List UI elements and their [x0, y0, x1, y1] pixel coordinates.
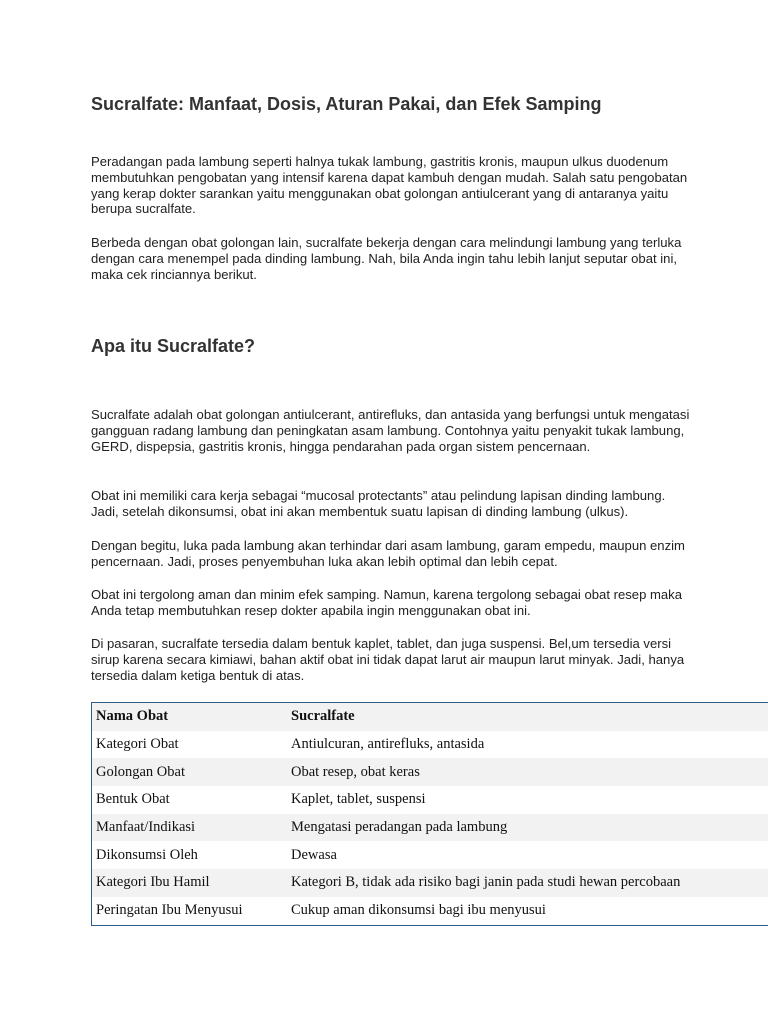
table-header-row	[92, 703, 768, 731]
table-cell-label: Golongan Obat	[92, 758, 288, 786]
table-header-value: Sucralfate	[287, 703, 768, 731]
section-heading: Apa itu Sucralfate?	[91, 336, 256, 356]
table-cell-value: Cukup aman dikonsumsi bagi ibu menyusui	[287, 897, 768, 925]
table-cell-value: Obat resep, obat keras	[287, 758, 768, 786]
section-paragraph-5: Di pasaran, sucralfate tersedia dalam bentuk kaplet, tablet, dan juga suspensi. Bel,um tersedia versi sirup karena secara kimiawi, bahan aktif obat ini tidak dapat larut air maupun larut minyak. Jadi, hanya tersedia dalam ketiga bentuk di atas.	[91, 636, 685, 683]
drug-info-table	[91, 702, 768, 926]
table-cell-value: Antiulcuran, antirefluks, antasida	[287, 731, 768, 759]
section-paragraph-1: Sucralfate adalah obat golongan antiulcerant, antirefluks, dan antasida yang berfungsi untuk mengatasi gangguan radang lambung dan peningkatan asam lambung. Contohnya yaitu penyakit tukak lambung, GERD, dispepsia, gastritis kronis, hingga pendarahan pada organ sistem pencernaan.	[91, 407, 690, 454]
section-paragraph-2: Obat ini memiliki cara kerja sebagai “mucosal protectants” atau pelindung lapisan dinding lambung. Jadi, setelah dikonsumsi, obat ini akan membentuk suatu lapisan di dinding lambung (ulkus).	[91, 488, 666, 519]
intro-paragraph-1: Peradangan pada lambung seperti halnya tukak lambung, gastritis kronis, maupun ulkus duodenum membutuhkan pengobatan yang intensif karena dapat kambuh dengan mudah. Salah satu pengobatan yang kerap dokter sarankan yaitu menggunakan obat golongan antiulcerant yang di antaranya yaitu berupa sucralfate.	[91, 154, 688, 217]
table-row	[92, 731, 768, 759]
section-paragraph-4: Obat ini tergolong aman dan minim efek samping. Namun, karena tergolong sebagai obat resep maka Anda tetap membutuhkan resep dokter apabila ingin menggunakan obat ini.	[91, 587, 683, 618]
table-row	[92, 758, 768, 786]
table-cell-label: Kategori Ibu Hamil	[92, 869, 288, 897]
table-cell-label: Kategori Obat	[92, 731, 288, 759]
table-row	[92, 897, 768, 925]
table-row	[92, 814, 768, 842]
table-header-label: Nama Obat	[92, 703, 288, 731]
table-row	[92, 786, 768, 814]
section-paragraph-3: Dengan begitu, luka pada lambung akan terhindar dari asam lambung, garam empedu, maupun enzim pencernaan. Jadi, proses penyembuhan luka akan lebih optimal dan lebih cepat.	[91, 538, 685, 569]
table-row	[92, 841, 768, 869]
table-row	[92, 869, 768, 897]
table-cell-value: Kategori B, tidak ada risiko bagi janin pada studi hewan percobaan	[287, 869, 768, 897]
article-title: Sucralfate: Manfaat, Dosis, Aturan Pakai, dan Efek Samping	[91, 94, 602, 114]
table-cell-label: Bentuk Obat	[92, 786, 288, 814]
table-cell-value: Kaplet, tablet, suspensi	[287, 786, 768, 814]
table-cell-value: Dewasa	[287, 841, 768, 869]
table-cell-label: Dikonsumsi Oleh	[92, 841, 288, 869]
table-cell-value: Mengatasi peradangan pada lambung	[287, 814, 768, 842]
table-cell-label: Manfaat/Indikasi	[92, 814, 288, 842]
table-cell-label: Peringatan Ibu Menyusui	[92, 897, 288, 925]
intro-paragraph-2: Berbeda dengan obat golongan lain, sucralfate bekerja dengan cara melindungi lambung yang terluka dengan cara menempel pada dinding lambung. Nah, bila Anda ingin tahu lebih lanjut seputar obat ini, maka cek rinciannya berikut.	[91, 235, 682, 282]
